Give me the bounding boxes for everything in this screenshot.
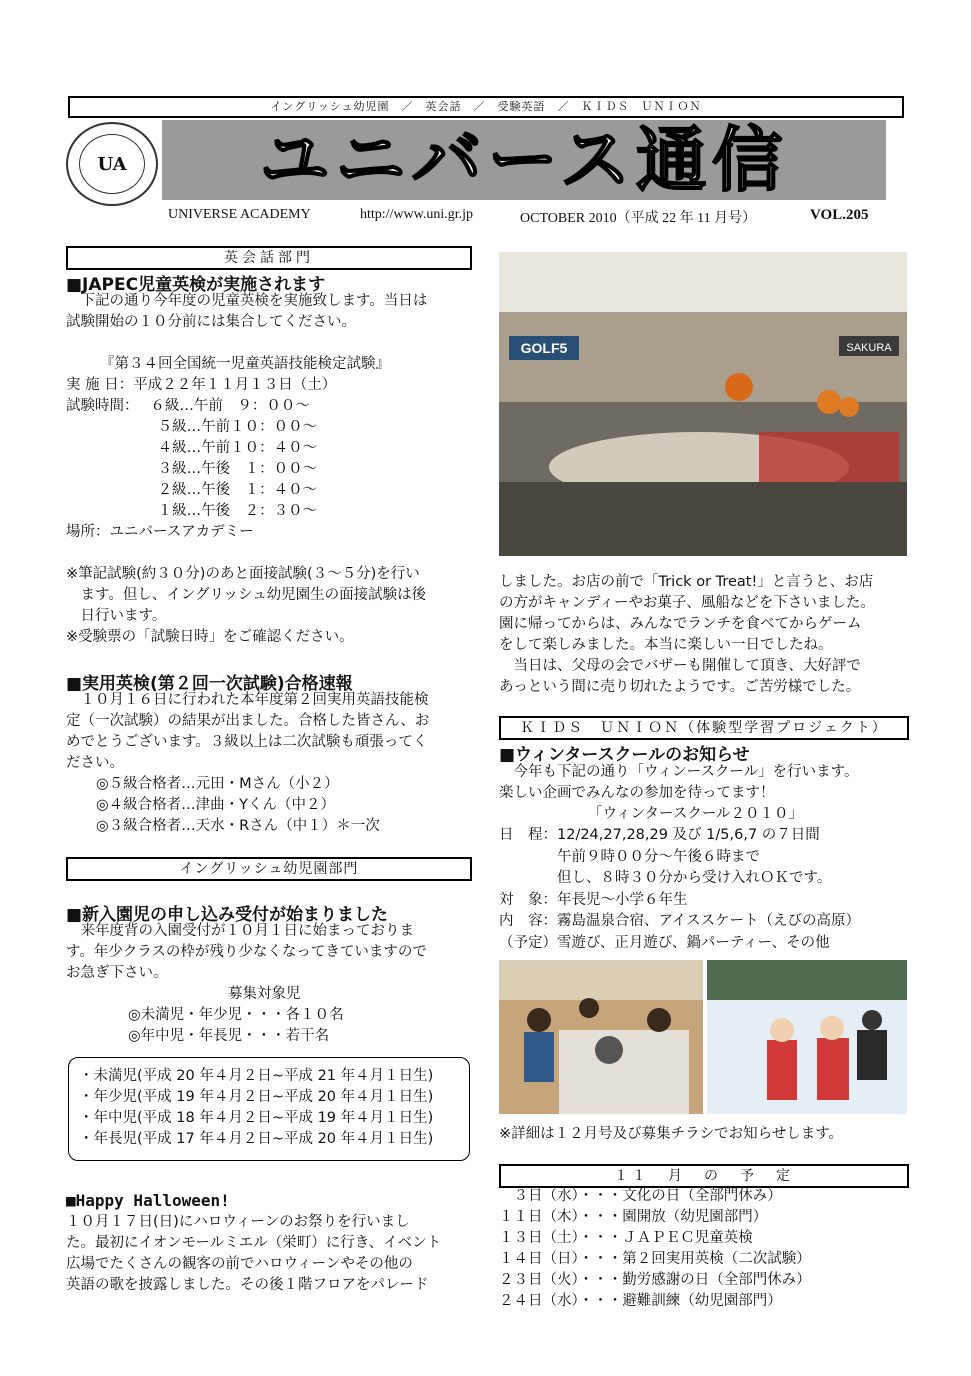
section-kindergarten: イングリッシュ幼児園部門 bbox=[66, 857, 472, 881]
schedule-row: １１日（木）・・・園開放（幼児園部門） bbox=[499, 1209, 768, 1225]
list-item: ◎４級合格者…津曲・Yくん（中２） bbox=[96, 797, 336, 813]
eiken-heading: ■実用英検(第２回一次試験)合格速報 bbox=[66, 674, 353, 694]
list-item: ・未満児(平成 20 年４月２日~平成 21 年４月１日生) bbox=[79, 1068, 434, 1084]
volume-number: VOL.205 bbox=[810, 207, 869, 223]
list-item: ◎未満児・年少児・・・各１０名 bbox=[128, 1007, 344, 1023]
schedule-row: ２４日（水）・・・避難訓練（幼児園部門） bbox=[499, 1293, 782, 1309]
eiken-body: １０月１６日に行われた本年度第２回実用英語技能検 定（一次試験）の結果が出ました。合格した皆さん、お めでとうございます。３級以上は二次試験も頑張ってく ださい。 bbox=[66, 692, 430, 771]
winter-heading: ■ウィンタースクールのお知らせ bbox=[499, 745, 750, 765]
exam-time-row: ５級…午前１０：００～ bbox=[66, 419, 318, 435]
list-item: ◎年中児・年長児・・・若干名 bbox=[128, 1028, 330, 1044]
academy-seal bbox=[66, 122, 158, 206]
winter-note: ※詳細は１２月号及び募集チラシでお知らせします。 bbox=[499, 1126, 844, 1142]
age-list bbox=[79, 1066, 433, 1150]
exam-time-row: １級…午後 ２：３０～ bbox=[66, 503, 318, 519]
exam-place: 場所：ユニバースアカデミー bbox=[66, 524, 254, 540]
schedule-row: １３日（土）・・・ＪＡＰＥＣ児童英検 bbox=[499, 1230, 753, 1246]
halloween-photo bbox=[499, 252, 907, 556]
kids-lunch-image bbox=[499, 960, 703, 1114]
lunch-photo bbox=[499, 960, 703, 1114]
exam-time-row: ３級…午後 １：００～ bbox=[66, 461, 318, 477]
enroll-body: 来年度背の入園受付が１０月１日に始まっておりま す。年少クラスの枠が残り少なくなってきていますので お急ぎ下さい。 bbox=[66, 923, 427, 981]
exam-time-row: 試験時間： ６級…午前 ９：００～ bbox=[66, 398, 310, 414]
photo-sign-golf5: GOLF5 bbox=[520, 340, 568, 356]
list-item: ・年長児(平成 17 年４月２日~平成 20 年４月１日生) bbox=[79, 1131, 434, 1147]
org-name: UNIVERSE ACADEMY bbox=[168, 207, 311, 222]
winter-title: 「ウィンタースクール２０１０」 bbox=[588, 806, 804, 822]
schedule-list bbox=[499, 1186, 811, 1312]
list-item: ◎３級合格者…天水・Rさん（中１）＊一次 bbox=[96, 818, 380, 834]
topbar: イングリッシュ幼児園 ／ 英会話 ／ 受験英語 ／ ＫＩＤＳ ＵＮＩＯＮ bbox=[68, 96, 904, 118]
age-range-box bbox=[68, 1057, 470, 1161]
winter-details: 日 程：12/24,27,28,29 及び 1/5,6,7 の７日間 午前９時００分～午後６時まで 但し、８時３０分から受け入れＯＫです。 対 象：年長児～小学６年生 内 容：霧島温泉合宿、アイススケート（えびの高原） （予定）雪遊び、正月遊び、鍋パーティー、その他 bbox=[499, 827, 861, 951]
halloween-body: １０月１７日(日)にハロウィーンのお祭りを行いまし た。最初にイオンモールミエル（栄町）に行き、イベント 広場でたくさんの観客の前でハロウィーンやその他の 英語の歌を披露しました。その後１階フロアをパレード bbox=[66, 1214, 442, 1293]
schedule-row: ３日（水）・・・文化の日（全部門休み） bbox=[499, 1188, 782, 1204]
exam-times bbox=[66, 396, 317, 522]
enroll-heading: ■新入園児の申し込み受付が始まりました bbox=[66, 905, 389, 925]
photo-sign-sakura: SAKURA bbox=[846, 342, 892, 354]
ice-skating-image bbox=[707, 960, 907, 1114]
japec-heading: ■JAPEC児童英検が実施されます bbox=[66, 275, 326, 295]
exam-time-row: ２級…午後 １：４０～ bbox=[66, 482, 318, 498]
section-kids-union: ＫＩＤＳ ＵＮＩＯＮ（体験型学習プロジェクト） bbox=[499, 716, 909, 740]
newsletter-title: ユニバース通信 bbox=[259, 119, 789, 201]
seal-emblem-icon: UA bbox=[79, 134, 145, 194]
list-item: ・年中児(平成 18 年４月２日~平成 19 年４月１日生) bbox=[79, 1110, 434, 1126]
list-item: ・年少児(平成 19 年４月２日~平成 20 年４月１日生) bbox=[79, 1089, 434, 1105]
halloween-heading: ■Happy Halloween! bbox=[66, 1191, 230, 1210]
skating-photo bbox=[707, 960, 907, 1114]
winter-body: 今年も下記の通り「ウィンースクール」を行います。 楽しい企画でみんなの参加を待ってます！ bbox=[499, 764, 859, 801]
exam-note: ※筆記試験(約３０分)のあと面接試験(３～５分)を行い ます。但し、イングリッシュ幼児園生の面接試験は後 日行います。 ※受験票の「試験日時」をご確認ください。 bbox=[66, 566, 427, 645]
recruit-title: 募集対象児 bbox=[228, 986, 301, 1002]
halloween-continued: しました。お店の前で「Trick or Treat!」と言うと、お店 の方がキャンディーやお菓子、風船などを下さいました。 園に帰ってからは、みんなでランチを食べてからゲーム をして楽しみました。本当に楽しい一日でしたね。 当日は、父母の会でバザーも開催して頂き、大好評で あっという間に売り切れたようです。ご苦労様でした。 bbox=[499, 574, 875, 695]
website-link[interactable]: http://www.uni.gr.jp bbox=[360, 207, 474, 222]
schedule-row: １４日（日）・・・第２回実用英検（二次試験） bbox=[499, 1251, 811, 1267]
exam-time-row: ４級…午前１０：４０～ bbox=[66, 440, 318, 456]
issue-date: OCTOBER 2010（平成 22 年 11 月号） bbox=[520, 211, 757, 226]
section-eikaiwa: 英会話部門 bbox=[66, 246, 472, 270]
passer-list bbox=[96, 774, 380, 837]
mall-scene-image bbox=[499, 252, 907, 556]
section-november-schedule: １１ 月 の 予 定 bbox=[499, 1164, 909, 1188]
exam-title: 『第３４回全国統一児童英語技能検定試験』 bbox=[100, 356, 390, 372]
list-item: ◎５級合格者…元田・Mさん（小２） bbox=[96, 776, 339, 792]
exam-date: 実 施 日：平成２２年１１月１３日（土） bbox=[66, 377, 337, 393]
schedule-row: ２３日（火）・・・勤労感謝の日（全部門休み） bbox=[499, 1272, 811, 1288]
japec-body: 下記の通り今年度の児童英検を実施致します。当日は 試験開始の１０分前には集合してください。 bbox=[66, 293, 428, 330]
recruit-list bbox=[128, 1005, 344, 1047]
